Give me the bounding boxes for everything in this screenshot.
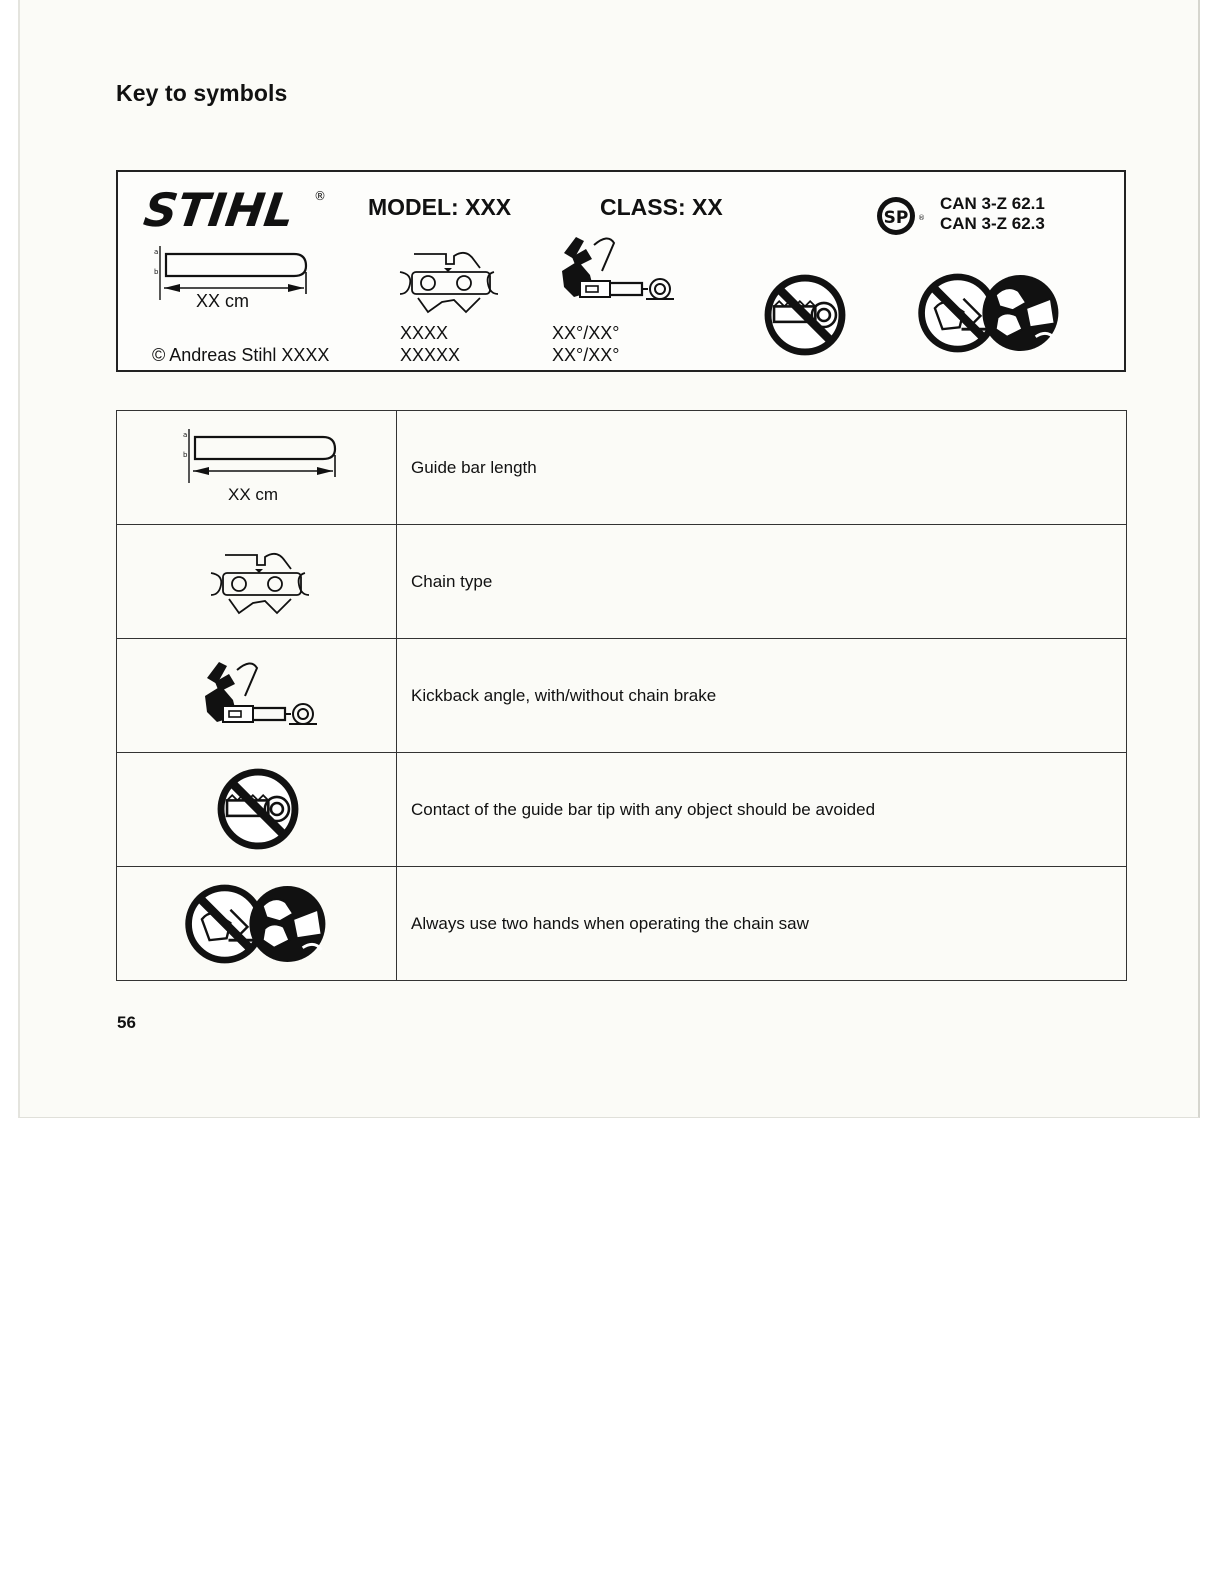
table-row [117, 753, 1127, 867]
symbol-cell [117, 753, 397, 867]
registered-mark: ® [314, 189, 326, 203]
page-title: Key to symbols [116, 80, 288, 106]
symbol-description: Kickback angle, with/without chain brake [397, 639, 1127, 753]
page-number: 56 [117, 1013, 136, 1032]
chain-code-2: XXXXX [400, 345, 461, 365]
symbol-cell [117, 639, 397, 753]
chain-codes [400, 322, 460, 366]
symbol-description: Contact of the guide bar tip with any object should be avoided [397, 753, 1127, 867]
symbol-description: Always use two hands when operating the chain saw [397, 867, 1127, 981]
symbol-description: Guide bar length [397, 411, 1127, 525]
label-bar-length: XX cm [196, 291, 250, 311]
table-row [117, 411, 1127, 525]
table-row [117, 867, 1127, 981]
csa-line-1: CAN 3-Z 62.1 [940, 194, 1045, 213]
stihl-logo-text: STIHL [140, 183, 298, 237]
two-hands-icon [181, 881, 333, 967]
table-row [117, 525, 1127, 639]
symbol-description: Chain type [397, 525, 1127, 639]
kickback-angle-2: XX°/XX° [552, 345, 620, 365]
csa-mark-icon [876, 192, 924, 240]
class-label: CLASS: XX [600, 194, 723, 220]
kickback-angle-1: XX°/XX° [552, 323, 620, 343]
kickback-chainsaw-icon [193, 653, 323, 739]
csa-mark-text: SP [883, 208, 909, 228]
symbol-cell [117, 525, 397, 639]
svg-text:®: ® [918, 214, 925, 222]
symbol-cell [117, 411, 397, 525]
sample-label [116, 170, 1126, 372]
kickback-chainsaw-icon [550, 228, 680, 314]
symbol-cell [117, 867, 397, 981]
saw-chain-icon [394, 242, 504, 322]
no-tip-contact-icon [215, 766, 301, 852]
chain-code-1: XXXX [400, 323, 449, 343]
kickback-angles [552, 322, 619, 366]
bar-length-text: XX cm [228, 485, 279, 504]
table-row [117, 639, 1127, 753]
model-label: MODEL: XXX [368, 194, 512, 220]
saw-chain-icon [205, 543, 315, 623]
two-hands-icon [914, 270, 1066, 356]
csa-line-2: CAN 3-Z 62.3 [940, 214, 1045, 233]
symbol-key-table [116, 410, 1127, 981]
label-copyright: © Andreas Stihl XXXX [152, 345, 330, 365]
stihl-logo [140, 183, 328, 237]
csa-standards [940, 194, 1045, 234]
no-tip-contact-icon [762, 272, 848, 358]
